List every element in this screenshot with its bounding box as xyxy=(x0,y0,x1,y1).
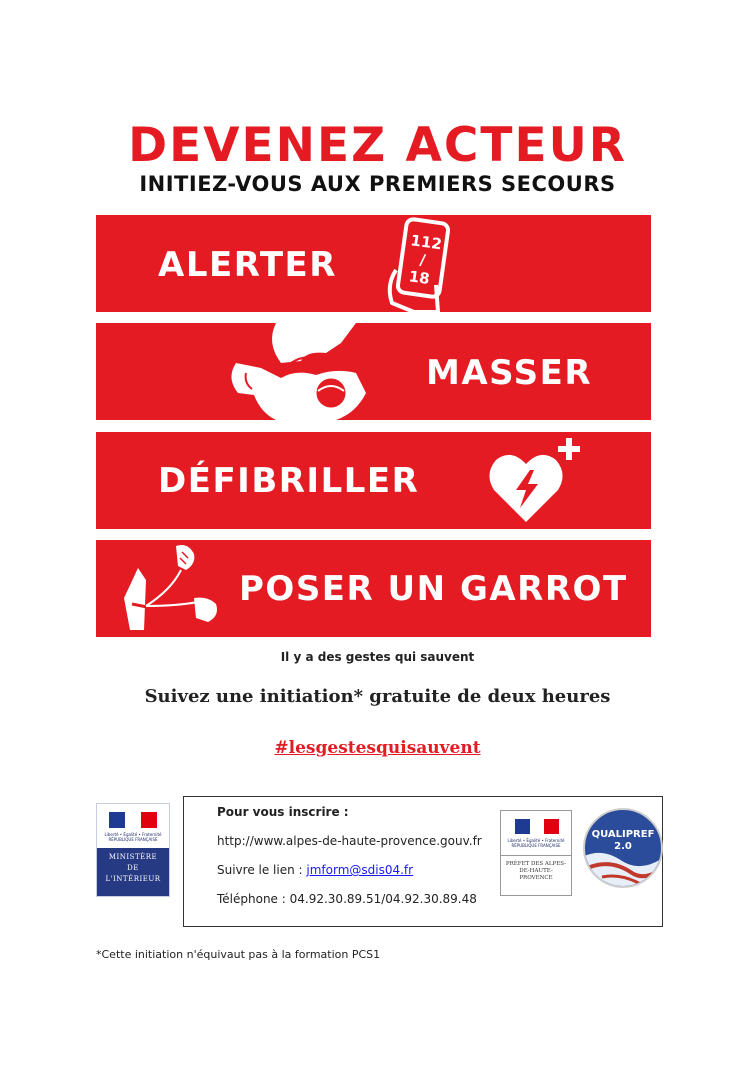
registration-info-box xyxy=(183,796,663,927)
info-url[interactable]: http://www.alpes-de-haute-provence.gouv.fr xyxy=(217,834,482,848)
poster-subtitle: INITIEZ-VOUS AUX PREMIERS SECOURS xyxy=(139,172,616,196)
ministere-interieur-logo xyxy=(96,803,170,897)
info-heading: Pour vous inscrire : xyxy=(217,805,349,819)
phone-number-top: 112 xyxy=(409,231,443,254)
phone-icon xyxy=(378,215,458,312)
french-flag-icon xyxy=(515,819,559,834)
ministere-line-3: L'INTÉRIEUR xyxy=(105,875,161,883)
prefet-name xyxy=(503,861,569,882)
band-label-alerter: ALERTER xyxy=(158,245,337,285)
tagline: Il y a des gestes qui sauvent xyxy=(280,650,475,664)
band-defibriller xyxy=(96,432,651,529)
prefet-line-2: DE-HAUTE-PROVENCE xyxy=(519,868,553,881)
defibrillator-heart-icon xyxy=(486,432,586,529)
band-label-masser: MASSER xyxy=(426,353,593,393)
info-email-link[interactable]: jmform@sdis04.fr xyxy=(306,863,414,877)
footnote: *Cette initiation n'équivaut pas à la formation PCS1 xyxy=(96,948,381,961)
band-garrot xyxy=(96,540,651,637)
band-label-garrot: POSER UN GARROT xyxy=(239,569,628,609)
phone-number-slash: / xyxy=(418,250,427,270)
ministere-line-1: MINISTÈRE xyxy=(108,853,158,861)
info-phone-line xyxy=(217,892,477,906)
info-email-line xyxy=(217,863,413,877)
info-link-label: Suivre le lien : xyxy=(217,863,307,877)
ministere-name-box xyxy=(97,848,169,896)
band-label-defibriller: DÉFIBRILLER xyxy=(158,461,420,501)
band-alerter xyxy=(96,215,651,312)
info-phone-numbers: 04.92.30.89.51/04.92.30.89.48 xyxy=(289,892,477,906)
qualipref-badge-icon xyxy=(582,807,664,889)
band-masser xyxy=(96,323,651,420)
prefet-line-1: PRÉFET DES ALPES- xyxy=(505,861,567,867)
hashtag-link[interactable]: #lesgestesquisauvent xyxy=(274,738,481,758)
initiation-text: Suivez une initiation* gratuite de deux heures xyxy=(144,686,611,707)
phone-number-bottom: 18 xyxy=(407,267,431,289)
tourniquet-icon xyxy=(116,540,236,637)
prefet-rf-text: Liberté • Égalité • Fraternité RÉPUBLIQUE FRANÇAISE xyxy=(507,838,565,848)
qualipref-title: QUALIPREF xyxy=(591,829,655,840)
prefet-logo xyxy=(500,810,572,896)
poster-title: DEVENEZ ACTEUR xyxy=(128,118,627,173)
cardiac-massage-icon xyxy=(206,323,406,420)
ministere-rf-text: Liberté • Égalité • Fraternité RÉPUBLIQUE FRANÇAISE xyxy=(104,832,162,842)
french-flag-icon xyxy=(109,812,157,828)
prefet-divider xyxy=(501,855,571,856)
info-phone-label: Téléphone : xyxy=(217,892,290,906)
qualipref-version: 2.0 xyxy=(614,841,632,852)
ministere-line-2: DE xyxy=(127,864,139,872)
